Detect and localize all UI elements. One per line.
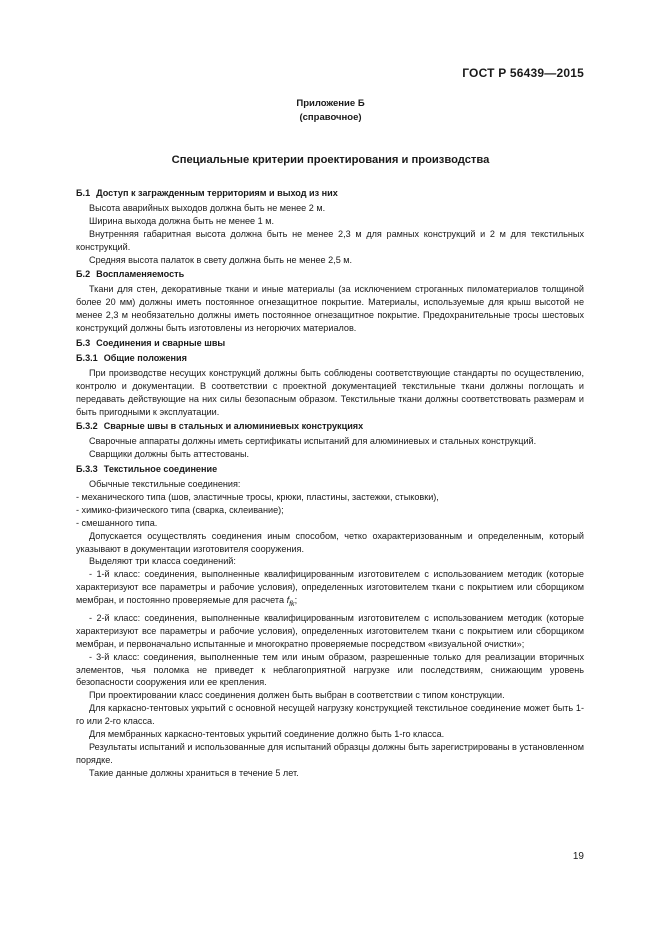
- section-number: Б.3.3: [76, 464, 98, 475]
- paragraph: Для каркасно-тентовых укрытий с основной несущей нагрузку конструкцией текстильное соединение может быть 1-го или 2-го класса.: [76, 703, 584, 727]
- paragraph: При производстве несущих конструкций должны быть соблюдены соответствующие стандарты по осуществлению, контролю и документации. В соответствии с проектной документацией текстильные ткани должны поглощать и передавать действующие на них силы безопасным образом. Текстильные ткани должны соответствовать размерам и быть пригодными к эксплуатации.: [76, 367, 584, 417]
- list-item-class-2: - 2-й класс: соединения, выполненные квалифицированным изготовителем с использованием методик (которые характеризуют все параметры и рабочие условия), определенных изготовителем ткани с покрытием или сборщиком мембран, и первоначально испытанные и многократно проверяемые посредством «визуальной очистки»;: [76, 612, 584, 649]
- section-number: Б.1: [76, 188, 91, 198]
- paragraph: Результаты испытаний и использованные для испытаний образцы должны быть зарегистрированы в установленном порядке.: [76, 741, 584, 765]
- section-number: Б.3: [76, 337, 91, 348]
- annex-type: (справочное): [299, 112, 362, 123]
- paragraph: Высота аварийных выходов должна быть не менее 2 м.: [89, 202, 326, 213]
- list-item: - механического типа (шов, эластичные тросы, крюки, пластины, застежки, стыковки),: [76, 491, 439, 502]
- section-heading-b2: [76, 268, 584, 281]
- section-title: Воспламеняемость: [96, 269, 185, 280]
- annex-title: Приложение Б: [296, 98, 365, 109]
- paragraph: Ширина выхода должна быть не менее 1 м.: [89, 215, 274, 226]
- annex-heading: [0, 97, 661, 125]
- section-title: Соединения и сварные швы: [96, 337, 226, 348]
- section-number: Б.2: [76, 269, 91, 280]
- paragraph: Обычные текстильные соединения:: [89, 479, 241, 490]
- paragraph: Допускается осуществлять соединения иным способом, четко охарактеризованным и определенным, который указывают в документации изготовителя сооружения.: [76, 530, 584, 554]
- paragraph: Такие данные должны храниться в течение 5 лет.: [89, 767, 299, 778]
- section-heading-b1: [76, 187, 584, 200]
- paragraph: Для мембранных каркасно-тентовых укрытий соединение должно быть 1-го класса.: [89, 729, 445, 740]
- paragraph: Сварочные аппараты должны иметь сертификаты испытаний для алюминиевых и стальных конструкций.: [89, 436, 537, 447]
- paragraph: Сварщики должны быть аттестованы.: [89, 449, 250, 460]
- formula-symbol: f: [286, 595, 290, 606]
- paragraph: Выделяют три класса соединений:: [89, 556, 236, 567]
- page-number: 19: [572, 851, 584, 862]
- paragraph: При проектировании класс соединения должен быть выбран в соответствии с типом конструкции.: [89, 690, 505, 701]
- paragraph: Средняя высота палаток в свету должна быть не менее 2,5 м.: [89, 254, 353, 265]
- section-number: Б.3.2: [76, 421, 98, 432]
- class-1-end: ;: [294, 595, 298, 606]
- list-item: - химико-физического типа (сварка, склеивание);: [76, 504, 284, 515]
- section-title: Текстильное соединение: [103, 464, 218, 475]
- document-body: [76, 185, 584, 780]
- list-item: - смешанного типа.: [76, 517, 158, 528]
- list-item-class-1: [76, 568, 584, 612]
- section-number: Б.3.1: [76, 352, 98, 363]
- formula-subscript: fk: [289, 601, 295, 608]
- section-heading-b3-3: [76, 463, 584, 476]
- standard-header: ГОСТ Р 56439—2015: [462, 66, 584, 80]
- paragraph: Внутренняя габаритная высота должна быть не менее 2,3 м для рамных конструкций и 2 м для текстильных конструкций.: [76, 228, 584, 252]
- list-item-class-3: - 3-й класс: соединения, выполненные тем или иным образом, разрешенные только для реализации вторичных элементов, чья поломка не приведет к неблагоприятной нагрузке или последствиям, снижающим уровень безопасности сооружения или ее крепления.: [76, 651, 584, 688]
- section-title: Сварные швы в стальных и алюминиевых конструкциях: [103, 421, 364, 432]
- section-heading-b3-2: [76, 420, 584, 433]
- document-title: Специальные критерии проектирования и производства: [171, 154, 490, 166]
- section-heading-b3-1: [76, 352, 584, 365]
- section-heading-b3: [76, 337, 584, 350]
- section-title: Доступ к загражденным территориям и выход из них: [96, 188, 338, 198]
- section-title: Общие положения: [103, 352, 187, 363]
- class-1-text: - 1-й класс: соединения, выполненные квалифицированным изготовителем с использованием методик (которые характеризуют все параметры и рабочие условия), определенных изготовителем ткани с покрытием или сборщиком мембран, и постоянно проверяемые для расчета: [76, 569, 584, 606]
- paragraph: Ткани для стен, декоративные ткани и иные материалы (за исключением строганных пиломатериалов толщиной более 20 мм) должны иметь постоянное огнезащитное покрытие. Материалы, используемые для крыш высотой не менее 2,3 м необязательно должны иметь постоянное огнезащитное покрытие. Предохранительные тросы шестовых конструкций должны быть изготовлены из негорючих материалов.: [76, 284, 584, 334]
